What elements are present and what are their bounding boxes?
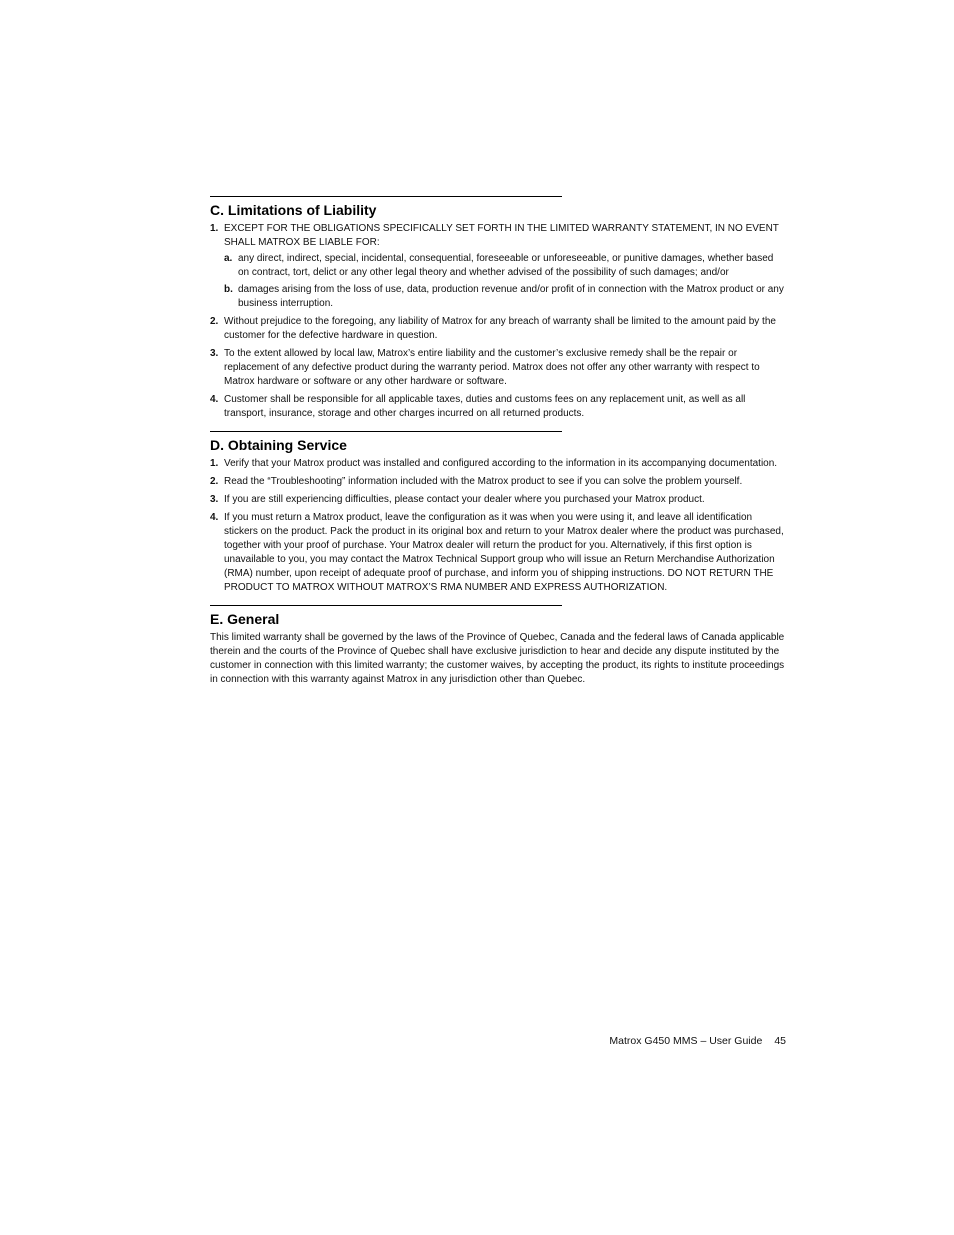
item-text: Verify that your Matrox product was installed and configured according to the information in its accompanying documentation.	[224, 458, 778, 469]
footer-title: Matrox G450 MMS – User Guide	[609, 1035, 763, 1047]
item-text: If you are still experiencing difficulties, please contact your dealer where you purchased your Matrox product.	[224, 494, 705, 505]
list-item	[210, 475, 787, 489]
item-text: If you must return a Matrox product, leave the configuration as it was when you were using it, and leave all identification stickers on the product. Pack the product in its original box and return to your Matrox dealer where the product was purchased, together with your proof of purchase. Your Matrox dealer will return the product for you. Alternatively, if this first option is unavailable to you, you may contact the Matrox Technical Support group who will issue an Return Merchandise Authorization (RMA) number, upon receipt of adequate proof of purchase, and inform you of shipping instructions. DO NOT RETURN THE PRODUCT TO MATROX WITHOUT MATROX’S RMA NUMBER AND EXPRESS AUTHORIZATION.	[224, 512, 784, 593]
item-number: 1.	[210, 223, 219, 234]
sub-list-item	[224, 252, 787, 280]
page-footer	[609, 1034, 786, 1048]
sub-item-text: any direct, indirect, special, incidental, consequential, foreseeable or unforeseeable, or punitive damages, whether based on contract, tort, delict or any other legal theory and whether advised of the possibility of such damages; and/or	[238, 253, 774, 278]
sub-item-text: damages arising from the loss of use, data, production revenue and/or profit of in connection with the Matrox product or any business interruption.	[238, 284, 784, 309]
item-text: Without prejudice to the foregoing, any liability of Matrox for any breach of warranty shall be limited to the amount paid by the customer for the defective hardware in question.	[224, 316, 776, 341]
section-heading: D. Obtaining Service	[210, 437, 347, 453]
item-number: 3.	[210, 348, 219, 359]
list-item	[210, 493, 787, 507]
item-text: EXCEPT FOR THE OBLIGATIONS SPECIFICALLY SET FORTH IN THE LIMITED WARRANTY STATEMENT, IN NO EVENT SHALL MATROX BE LIABLE FOR:	[224, 223, 779, 248]
section-general	[210, 605, 787, 687]
section-limitations-of-liability	[210, 196, 787, 421]
item-number: 1.	[210, 458, 219, 469]
page-number: 45	[774, 1035, 786, 1047]
list-item	[210, 222, 787, 311]
sub-list-item	[224, 283, 787, 311]
section-divider	[210, 196, 562, 197]
document-body	[210, 196, 787, 697]
item-text: To the extent allowed by local law, Matrox’s entire liability and the customer’s exclusive remedy shall be the repair or replacement of any defective product during the warranty period. Matrox does not offer any other warranty with respect to Matrox hardware or software or any other hardware or software.	[224, 348, 760, 387]
section-divider	[210, 605, 562, 606]
list-item	[210, 511, 787, 595]
item-number: 4.	[210, 394, 219, 405]
list-item	[210, 315, 787, 343]
section-heading: E. General	[210, 611, 280, 627]
list-item	[210, 457, 787, 471]
item-text: Customer shall be responsible for all applicable taxes, duties and customs fees on any replacement unit, as well as all transport, insurance, storage and other charges incurred on all returned products.	[224, 394, 746, 419]
sub-item-letter: a.	[224, 253, 233, 264]
sub-item-letter: b.	[224, 284, 233, 295]
item-number: 3.	[210, 494, 219, 505]
general-paragraph: This limited warranty shall be governed by the laws of the Province of Quebec, Canada and the federal laws of Canada applicable therein and the courts of the Province of Quebec shall have exclusive jurisdiction to hear and decide any dispute instituted by the customer in connection with this limited warranty; the customer waives, by accepting the product, its rights to institute proceedings in connection with this warranty against Matrox in any jurisdiction other than Quebec.	[210, 632, 785, 685]
list-item	[210, 347, 787, 389]
item-number: 2.	[210, 476, 219, 487]
section-heading: C. Limitations of Liability	[210, 202, 377, 218]
item-text: Read the “Troubleshooting” information included with the Matrox product to see if you can solve the problem yourself.	[224, 476, 743, 487]
item-number: 4.	[210, 512, 219, 523]
section-divider	[210, 431, 562, 432]
section-obtaining-service	[210, 431, 787, 595]
item-number: 2.	[210, 316, 219, 327]
list-item	[210, 393, 787, 421]
